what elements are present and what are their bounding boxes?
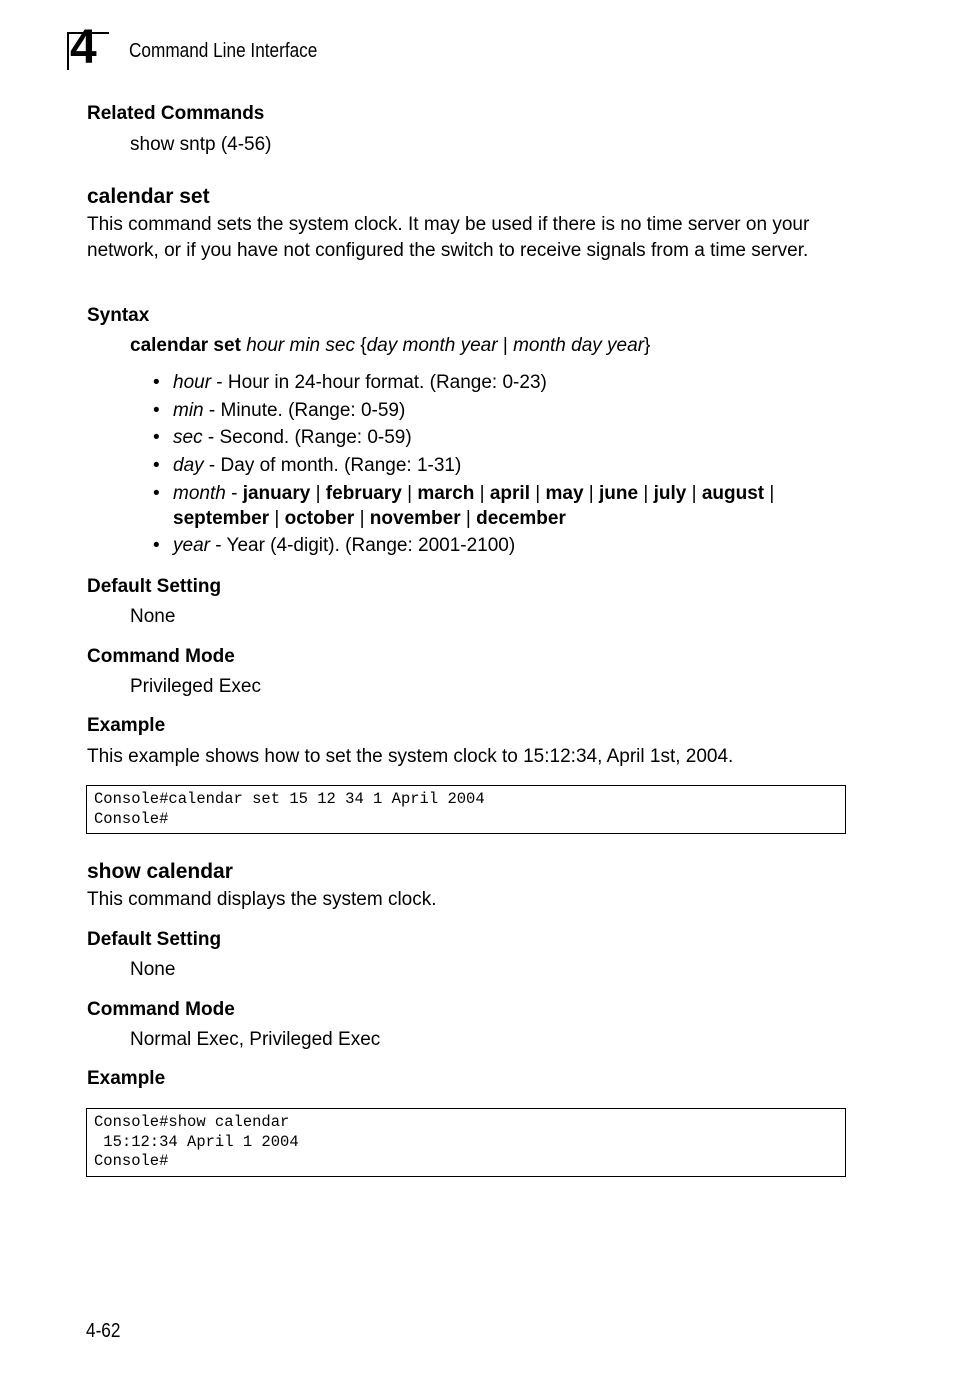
param-desc: -	[225, 482, 243, 504]
related-commands-text: show sntp (4-56)	[130, 134, 272, 155]
calendar-set-title: calendar set	[87, 185, 210, 208]
syntax-heading: Syntax	[87, 305, 150, 326]
default-setting-value: None	[130, 606, 176, 627]
syntax-line	[130, 333, 650, 358]
related-commands-heading: Related Commands	[87, 103, 265, 124]
param-desc: - Second. (Range: 0-59)	[202, 427, 412, 449]
param-desc: - Year (4-digit). (Range: 2001-2100)	[209, 535, 516, 557]
default-setting-value: None	[130, 959, 176, 980]
month-separator: |	[686, 482, 702, 504]
month-february: february	[325, 482, 402, 504]
param-desc: - Day of month. (Range: 1-31)	[203, 455, 462, 477]
default-setting-heading: Default Setting	[87, 576, 222, 597]
running-head: Command Line Interface	[129, 40, 318, 62]
month-separator: |	[354, 507, 370, 529]
default-setting-heading: Default Setting	[87, 929, 222, 950]
example-heading: Example	[87, 1068, 166, 1089]
syntax-args: hour min sec	[246, 335, 355, 356]
bullet-icon: •	[153, 427, 160, 449]
month-october: october	[284, 507, 355, 529]
param-name: day	[173, 455, 204, 477]
list-item	[153, 481, 853, 531]
list-item	[153, 425, 853, 450]
bullet-icon: •	[153, 535, 160, 557]
param-name: hour	[173, 372, 212, 393]
list-item	[153, 370, 853, 395]
param-name: month	[173, 482, 226, 504]
month-july: july	[653, 482, 687, 504]
month-separator: |	[764, 482, 775, 504]
month-june: june	[599, 482, 639, 504]
month-separator: |	[583, 482, 600, 504]
page-number: 4-62	[86, 1320, 121, 1342]
syntax-open-brace: {	[354, 335, 367, 356]
month-separator: |	[529, 482, 546, 504]
month-january: january	[242, 482, 311, 504]
syntax-alt2: month day year	[513, 335, 645, 356]
show-calendar-title: show calendar	[87, 860, 233, 883]
month-separator: |	[310, 482, 326, 504]
calendar-set-description: This command sets the system clock. It may be used if there is no time server on your network, or if you have not configured the switch to receive signals from a time server.	[87, 214, 810, 261]
command-mode-value: Privileged Exec	[130, 676, 261, 697]
param-name: year	[173, 535, 210, 557]
syntax-command: calendar set	[130, 335, 241, 356]
param-name: min	[173, 399, 204, 421]
param-desc: - Minute. (Range: 0-59)	[203, 399, 406, 421]
param-desc: - Hour in 24-hour format. (Range: 0-23)	[211, 372, 547, 393]
list-item	[153, 533, 853, 558]
list-item	[153, 398, 853, 423]
month-september: september	[173, 507, 270, 529]
month-separator: |	[401, 482, 418, 504]
bullet-icon: •	[153, 372, 160, 393]
month-march: march	[417, 482, 475, 504]
code-example-show-calendar: Console#show calendar 15:12:34 April 1 2004 Console#	[86, 1108, 846, 1177]
parameter-list	[153, 370, 853, 561]
code-example-calendar-set: Console#calendar set 15 12 34 1 April 2004 Console#	[86, 785, 846, 834]
syntax-close-brace: }	[644, 335, 651, 356]
show-calendar-description: This command displays the system clock.	[87, 889, 437, 910]
command-mode-heading: Command Mode	[87, 646, 235, 667]
month-separator: |	[460, 507, 477, 529]
month-separator: |	[474, 482, 490, 504]
example-heading: Example	[87, 715, 166, 736]
month-april: april	[489, 482, 530, 504]
list-item	[153, 453, 853, 478]
bullet-icon: •	[153, 455, 160, 477]
month-separator: |	[269, 507, 285, 529]
bullet-icon: •	[153, 399, 160, 421]
syntax-alt1: day month year	[366, 335, 498, 356]
syntax-pipe: |	[497, 335, 514, 356]
month-separator: |	[638, 482, 654, 504]
command-mode-value: Normal Exec, Privileged Exec	[130, 1029, 381, 1050]
month-november: november	[369, 507, 461, 529]
example-text: This example shows how to set the system clock to 15:12:34, April 1st, 2004.	[87, 746, 734, 767]
bullet-icon: •	[153, 482, 160, 504]
month-may: may	[545, 482, 584, 504]
month-august: august	[701, 482, 765, 504]
chapter-number: 4	[70, 21, 96, 74]
month-december: december	[476, 507, 566, 529]
param-name: sec	[173, 427, 203, 449]
command-mode-heading: Command Mode	[87, 999, 235, 1020]
